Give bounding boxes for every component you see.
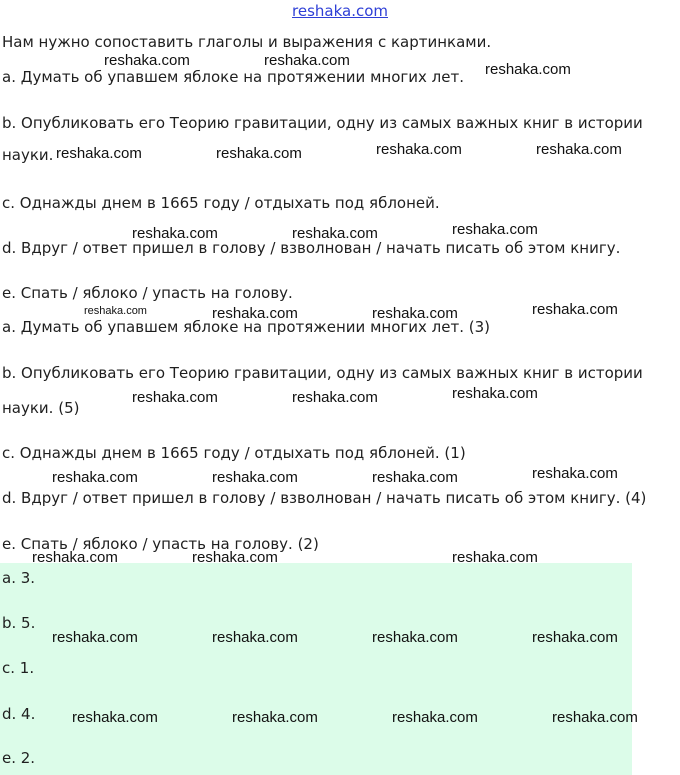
answer-box: [0, 563, 632, 775]
watermark: reshaka.com: [292, 389, 378, 406]
answer-item-e: e. 2.: [2, 749, 36, 767]
watermark: reshaka.com: [56, 145, 142, 162]
watermark: reshaka.com: [52, 469, 138, 486]
task-item-d: d. Вдруг / ответ пришел в голову / взволнован / начать писать об этом книгу.: [2, 239, 621, 257]
watermark: reshaka.com: [232, 709, 318, 726]
watermark: reshaka.com: [32, 549, 118, 566]
watermark: reshaka.com: [552, 709, 638, 726]
watermark: reshaka.com: [192, 549, 278, 566]
answer-item-c: c. 1.: [2, 659, 35, 677]
watermark: reshaka.com: [452, 385, 538, 402]
site-header-link[interactable]: reshaka.com: [292, 2, 388, 20]
matched-item-e: e. Спать / яблоко / упасть на голову. (2): [2, 535, 319, 553]
watermark: reshaka.com: [52, 629, 138, 646]
watermark: reshaka.com: [392, 709, 478, 726]
watermark: reshaka.com: [372, 469, 458, 486]
watermark: reshaka.com: [72, 709, 158, 726]
watermark: reshaka.com: [376, 141, 462, 158]
task-item-b: b. Опубликовать его Теорию гравитации, одну из самых важных книг в истории: [2, 114, 643, 132]
watermark: reshaka.com: [212, 629, 298, 646]
intro-text: Нам нужно сопоставить глаголы и выражения с картинками.: [2, 33, 492, 51]
answer-item-a: a. 3.: [2, 569, 36, 587]
watermark: reshaka.com: [132, 389, 218, 406]
watermark: reshaka.com: [212, 469, 298, 486]
watermark: reshaka.com: [532, 629, 618, 646]
watermark: reshaka.com: [216, 145, 302, 162]
matched-item-b: b. Опубликовать его Теорию гравитации, одну из самых важных книг в истории: [2, 364, 643, 382]
watermark: reshaka.com: [536, 141, 622, 158]
watermark: reshaka.com: [132, 225, 218, 242]
task-item-c: c. Однажды днем в 1665 году / отдыхать под яблоней.: [2, 194, 440, 212]
task-item-b-cont: науки.: [2, 146, 54, 164]
task-item-e: e. Спать / яблоко / упасть на голову.: [2, 284, 293, 302]
watermark: reshaka.com: [372, 629, 458, 646]
watermark: reshaka.com: [292, 225, 378, 242]
watermark: reshaka.com: [485, 61, 571, 78]
watermark: reshaka.com: [452, 221, 538, 238]
answer-item-b: b. 5.: [2, 614, 36, 632]
watermark: reshaka.com: [532, 301, 618, 318]
matched-item-a: a. Думать об упавшем яблоке на протяжении многих лет. (3): [2, 318, 490, 336]
watermark: reshaka.com: [212, 305, 298, 322]
matched-item-c: c. Однажды днем в 1665 году / отдыхать под яблоней. (1): [2, 444, 466, 462]
watermark: reshaka.com: [532, 465, 618, 482]
watermark: reshaka.com: [84, 305, 147, 317]
task-item-a: a. Думать об упавшем яблоке на протяжении многих лет.: [2, 68, 464, 86]
watermark: reshaka.com: [452, 549, 538, 566]
answer-item-d: d. 4.: [2, 705, 36, 723]
watermark: reshaka.com: [372, 305, 458, 322]
matched-item-b-cont: науки. (5): [2, 399, 80, 417]
watermark: reshaka.com: [104, 52, 190, 69]
watermark: reshaka.com: [264, 52, 350, 69]
matched-item-d: d. Вдруг / ответ пришел в голову / взволнован / начать писать об этом книгу. (4): [2, 489, 647, 507]
